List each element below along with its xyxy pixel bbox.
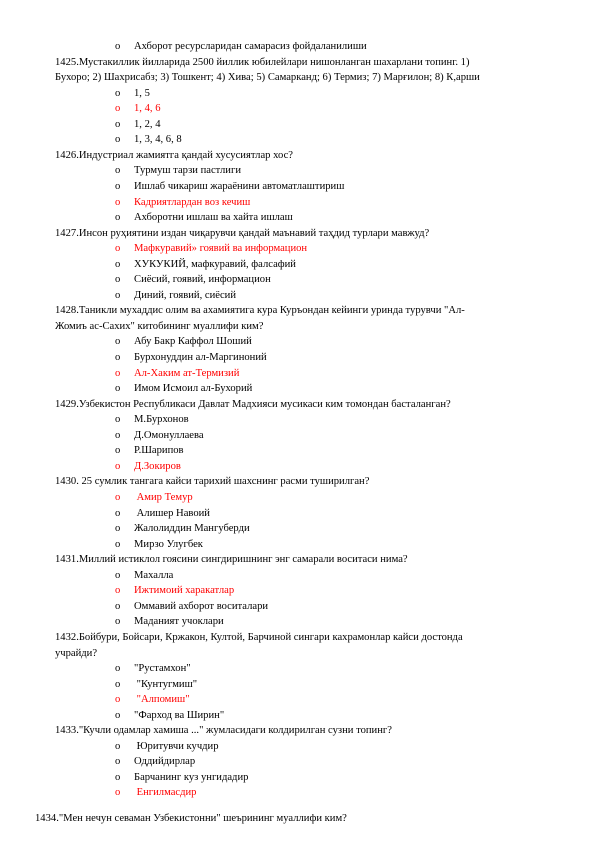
answer-text: М.Бурхонов <box>134 414 189 426</box>
bullet-icon: o <box>115 585 121 597</box>
answer-option <box>115 211 293 224</box>
answer-text: Амир Темур <box>134 492 193 503</box>
question-text: 1433."Кучли одамлар хамиша ..." жумласидаги колдирилган сузни топинг? <box>55 725 392 737</box>
answer-option-correct <box>115 102 160 115</box>
answer-option <box>115 133 182 146</box>
question-text: 1425.Мустакиллик йилларида 2500 йиллик юбилейлари нишонланган шахарлани топинг. 1) <box>55 56 470 68</box>
bullet-icon: o <box>115 569 121 581</box>
answer-option-correct <box>115 584 234 597</box>
answer-option <box>115 335 252 348</box>
answer-option <box>115 569 173 582</box>
bullet-icon: o <box>115 165 121 177</box>
answer-text: 1, 4, 6 <box>134 103 161 115</box>
answer-text: Мафкуравий» гоявий ва информацион <box>134 243 308 255</box>
answer-text: Мирзо Улугбек <box>134 538 203 550</box>
answer-text: "Алпомиш" <box>134 694 190 706</box>
bullet-icon: o <box>115 694 121 706</box>
bullet-icon: o <box>115 367 121 379</box>
bullet-icon: o <box>115 118 121 130</box>
answer-option <box>115 755 195 768</box>
answer-text: Барчанинг куз унгидадир <box>134 771 249 783</box>
answer-option <box>115 180 344 193</box>
answer-text: Сиёсий, гоявий, информацион <box>134 274 271 286</box>
answer-text: Ахборотни ишлаш ва хайта ишлаш <box>134 212 293 224</box>
answer-option <box>115 522 250 535</box>
question-text: 1432.Бойбури, Бойсари, Кржакон, Култой, Барчиной сингари кахрамонлар кайси достонда <box>55 631 463 643</box>
bullet-icon: o <box>115 740 121 752</box>
bullet-icon: o <box>115 429 121 441</box>
bullet-icon: o <box>115 445 121 457</box>
answer-text: 1, 2, 4 <box>134 118 161 130</box>
question-text: 1434."Мен нечун севаман Узбекистонни" шеърининг муаллифи ким? <box>35 813 347 824</box>
answer-text: Р.Шарипов <box>134 445 184 457</box>
bullet-icon: o <box>115 600 121 612</box>
bullet-icon: o <box>115 771 121 783</box>
bullet-icon: o <box>115 196 121 208</box>
answer-text: Ижтимоий харакатлар <box>134 585 235 597</box>
answer-option-correct <box>115 491 193 504</box>
bullet-icon: o <box>115 663 121 674</box>
answer-option-correct <box>115 786 196 799</box>
answer-text: "Рустамхон" <box>134 663 191 674</box>
answer-option-correct <box>115 693 190 706</box>
bullet-icon: o <box>115 538 121 550</box>
answer-text: Д.Зокиров <box>134 460 181 472</box>
answer-option <box>115 87 150 100</box>
answer-option <box>115 709 224 722</box>
question-text: 1430. 25 сумлик тангага кайси тарихий шахснинг расми туширилган? <box>55 476 370 488</box>
answer-option <box>115 771 248 784</box>
bullet-icon: o <box>115 103 121 115</box>
answer-option <box>115 678 197 691</box>
bullet-icon: o <box>115 492 121 503</box>
bullet-icon: o <box>115 756 121 768</box>
answer-text: Бурхонуддин ал-Маргиноний <box>134 352 267 363</box>
answer-text: "Кунтугмиш" <box>134 678 198 690</box>
answer-option-correct <box>115 196 250 209</box>
bullet-icon: o <box>115 383 121 395</box>
bullet-icon: o <box>115 507 121 519</box>
question-text: Бухоро; 2) Шахрисабз; 3) Тошкент; 4) Хива; 5) Самарканд; 6) Термиз; 7) Марғилон; 8) К,арши <box>55 72 480 84</box>
question-text: 1428.Таникли мухаддис олим ва ахамиятига кура Куръондан кейинги уринда турувчи "Ал- <box>55 305 465 317</box>
answer-text: Имом Исмоил ал-Бухорий <box>134 383 253 395</box>
answer-option-correct <box>115 367 239 380</box>
answer-option <box>115 40 367 53</box>
answer-option <box>115 615 224 628</box>
answer-option <box>115 740 219 753</box>
answer-text: ХУКУКИЙ, мафкуравий, фалсафий <box>134 258 296 270</box>
bullet-icon: o <box>115 336 121 348</box>
answer-option <box>115 289 236 302</box>
answer-text: Турмуш тарзи пастлиги <box>134 165 241 177</box>
answer-text: Ишлаб чикариш жараёнини автоматлаштириш <box>134 181 345 192</box>
answer-text: "Фарход ва Ширин" <box>134 709 225 721</box>
answer-text: Абу Бакр Каффол Шоший <box>134 336 252 348</box>
answer-text: Юритувчи кучдир <box>134 740 219 752</box>
answer-option <box>115 382 252 395</box>
answer-option <box>115 444 184 457</box>
answer-text: 1, 5 <box>134 87 150 99</box>
question-text: 1426.Индустриал жамиятга қандай хусусиятлар хос? <box>55 149 293 161</box>
question-text: 1429.Узбекистон Республикаси Давлат Мадхияси мусикаси ким томондан басталанган? <box>55 398 451 410</box>
bullet-icon: o <box>115 523 121 534</box>
bullet-icon: o <box>115 787 121 799</box>
answer-text: Кадриятлардан воз кечиш <box>134 196 251 208</box>
bullet-icon: o <box>115 678 121 690</box>
answer-option <box>115 600 268 613</box>
answer-option <box>115 429 204 442</box>
answer-option <box>115 538 203 551</box>
answer-option <box>115 413 189 426</box>
bullet-icon: o <box>115 274 121 286</box>
answer-text: Диний, гоявий, сиёсий <box>134 289 237 301</box>
answer-text: Оддийдирлар <box>134 756 196 768</box>
answer-text: Ахборот ресурсларидан самарасиз фойдаланилиши <box>134 41 367 52</box>
answer-text: Алишер Навоий <box>134 507 210 519</box>
answer-option <box>115 258 296 271</box>
answer-option <box>115 351 267 364</box>
question-text: 1431.Миллий истиклол гоясини сингдиришнинг энг самарали воситаси нима? <box>55 554 408 566</box>
bullet-icon: o <box>115 41 121 52</box>
answer-text: Оммавий ахборот воситалари <box>134 600 269 612</box>
answer-option-correct <box>115 460 181 473</box>
answer-option <box>115 273 271 286</box>
answer-text: Жалолиддин Мангуберди <box>134 523 250 534</box>
bullet-icon: o <box>115 460 121 472</box>
answer-option <box>115 507 210 520</box>
bullet-icon: o <box>115 352 121 363</box>
answer-text: 1, 3, 4, 6, 8 <box>134 134 182 146</box>
answer-text: Д.Омонуллаева <box>134 429 204 441</box>
answer-text: Махалла <box>134 569 174 581</box>
question-text: Жомиъ ас-Сахих" китобининг муаллифи ким? <box>55 320 264 332</box>
answer-text: Ал-Хаким ат-Термизий <box>134 367 240 379</box>
answer-text: Маданият учоклари <box>134 616 224 628</box>
bullet-icon: o <box>115 87 121 99</box>
bullet-icon: o <box>115 616 121 628</box>
answer-option <box>115 118 160 131</box>
answer-option <box>115 164 241 177</box>
answer-text: Енгилмасдир <box>134 787 197 799</box>
bullet-icon: o <box>115 181 121 192</box>
bullet-icon: o <box>115 243 121 255</box>
bullet-icon: o <box>115 134 121 146</box>
question-text: учрайди? <box>55 647 98 659</box>
bullet-icon: o <box>115 258 121 270</box>
bullet-icon: o <box>115 212 121 224</box>
answer-option <box>115 662 191 675</box>
bullet-icon: o <box>115 414 121 426</box>
bullet-icon: o <box>115 709 121 721</box>
bullet-icon: o <box>115 289 121 301</box>
question-text: 1427.Инсон руҳиятини издан чиқарувчи қандай маънавий таҳдид турлари мавжуд? <box>55 227 430 239</box>
answer-option-correct <box>115 242 307 255</box>
